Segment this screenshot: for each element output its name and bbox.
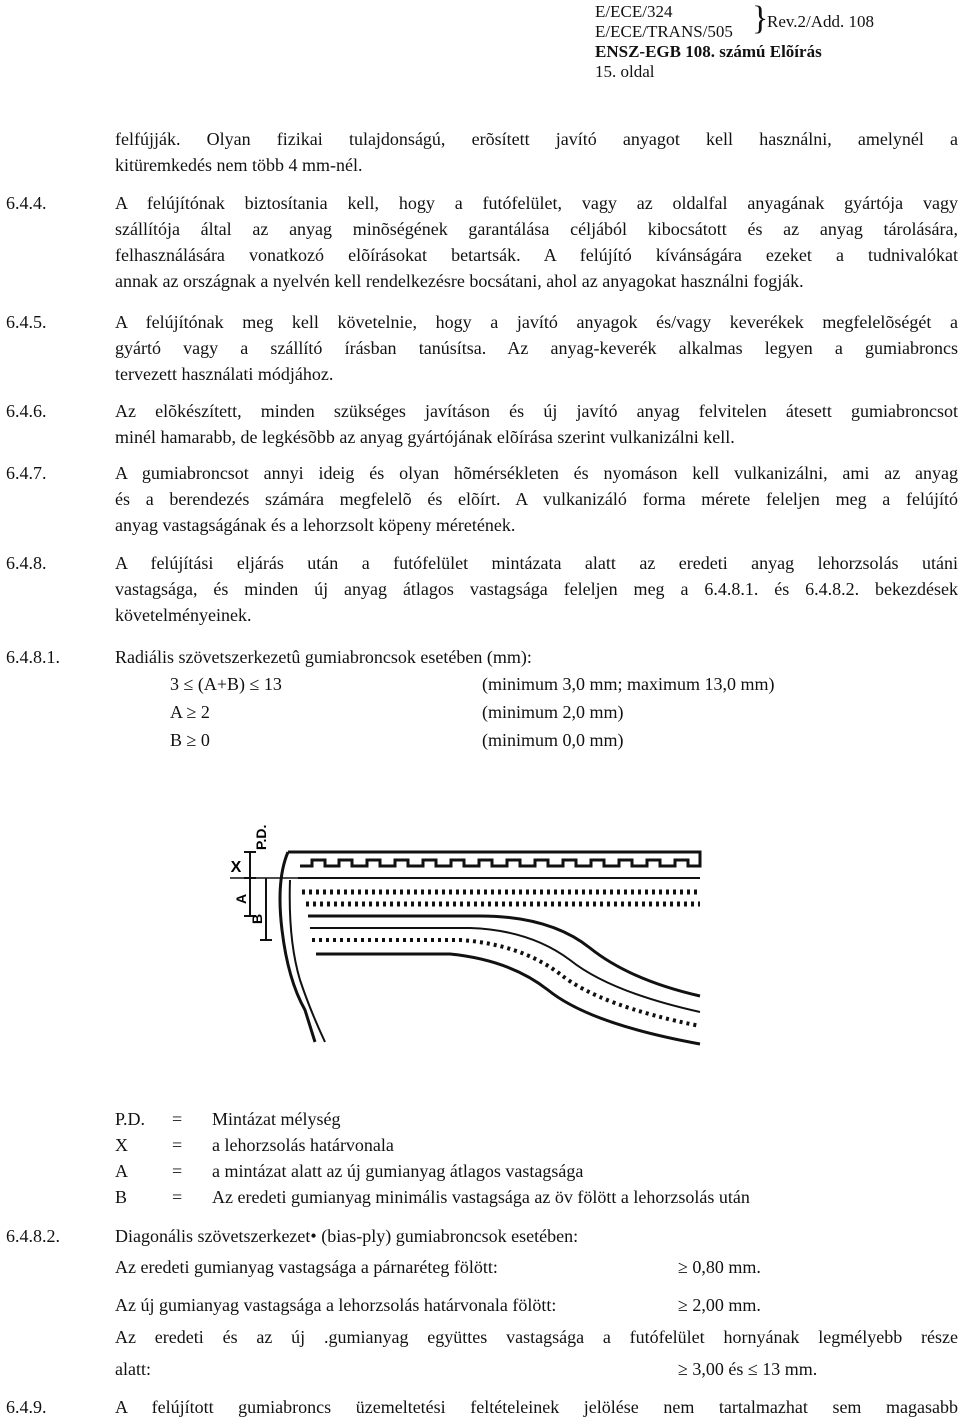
doc-reference-2: E/ECE/TRANS/505 [595, 22, 733, 41]
inner-liner [316, 954, 700, 1044]
legend-key: B [115, 1187, 128, 1207]
paragraph-6-4-9 [115, 1394, 958, 1420]
formula-b-note: (minimum 0,0 mm) [482, 730, 624, 750]
requirement-label: Az új gumianyag vastagsága a lehorzsolás határvonala fölött: [115, 1295, 557, 1315]
paragraph-6-4-5 [115, 309, 958, 387]
text-line: A felújítási eljárás után a futófelület mintázata alatt az eredeti anyag lehorzsolás utáni [115, 553, 958, 573]
formula-a: A ≥ 2 [170, 702, 210, 722]
formula-a-note: (minimum 2,0 mm) [482, 702, 624, 722]
paragraph-6-4-8 [115, 550, 958, 628]
formula-sum-note: (minimum 3,0 mm; maximum 13,0 mm) [482, 674, 775, 694]
requirement-label: Az eredeti gumianyag vastagsága a párnaréteg fölött: [115, 1257, 498, 1277]
text-line: felfújják. Olyan fizikai tulajdonságú, erõsített javító anyagot kell használni, amelynél a [115, 129, 958, 149]
text-line: anyag vastagságának és a lehorzsolt köpeny méretének. [115, 515, 516, 536]
tread-surface [288, 852, 700, 866]
requirement-value: ≥ 0,80 mm. [678, 1257, 761, 1277]
text-line: felhasználására vonatkozó elõírásokat betartsák. A felújító kívánságára ezeket a tudnivalókat [115, 245, 958, 266]
section-number: 6.4.4. [6, 193, 47, 213]
legend-key: A [115, 1161, 128, 1181]
text-line: követelményeinek. [115, 605, 252, 626]
revision-label: Rev.2/Add. 108 [767, 12, 875, 31]
section-number: 6.4.8.2. [6, 1226, 60, 1246]
formula-b: B ≥ 0 [170, 730, 210, 750]
label-x: X [230, 859, 242, 876]
header-brace: } [752, 0, 769, 37]
text-line: Radiális szövetszerkezetû gumiabroncsok esetében (mm): [115, 647, 532, 667]
legend-value: a mintázat alatt az új gumianyag átlagos vastagsága [212, 1161, 584, 1181]
label-b: B [249, 913, 265, 924]
label-a: A [233, 893, 249, 904]
document-header [595, 0, 875, 82]
intro-paragraph [115, 126, 958, 178]
text-line: Az eredeti és az új .gumianyag együttes vastagsága a futófelület hornyának legmélyebb része [115, 1327, 958, 1347]
doc-reference-1: E/ECE/324 [595, 2, 673, 21]
tyre-cross-section-figure [230, 820, 730, 1100]
paragraph-6-4-8-2-title: Diagonális szövetszerkezet• (bias-ply) gumiabroncsok esetében: [115, 1226, 579, 1246]
legend-equals: = [172, 1161, 183, 1181]
paragraph-6-4-7 [115, 460, 958, 538]
text-line: A felújítónak meg kell követelnie, hogy a javító anyagok és/vagy keverékek megfelelõségét a [115, 312, 958, 332]
text-line: és a berendezés számára megfelelõ és elõírt. A vulkanizáló forma mérete feleljen meg a felújító [115, 489, 958, 510]
section-number: 6.4.7. [6, 463, 47, 483]
text-line: minél hamarabb, de legkésõbb az anyag gyártójának elõírása szerint vulkanizálni kell. [115, 427, 735, 448]
legend-equals: = [172, 1135, 183, 1155]
text-line: vastagsága, és minden új anyag átlagos vastagsága feleljen meg a 6.4.8.1. és 6.4.8.2. bekezdések [115, 579, 958, 600]
text-line: kitüremkedés nem több 4 mm-nél. [115, 155, 363, 176]
legend-value: a lehorzsolás határvonala [212, 1135, 394, 1155]
section-number: 6.4.8. [6, 553, 47, 573]
text-line: annak az országnak a nyelvén kell rendelkezésre bocsátani, ahol az anyagokat használni fogják. [115, 271, 804, 292]
requirement-label: alatt: [115, 1359, 151, 1379]
text-line: A gumiabroncsot annyi ideig és olyan hõmérsékleten és nyomáson kell vulkanizálni, ami az anyag [115, 463, 958, 483]
formula-sum: 3 ≤ (A+B) ≤ 13 [170, 674, 282, 694]
text-line: tervezett használati módjához. [115, 364, 334, 385]
page-number: 15. oldal [595, 62, 655, 81]
paragraph-6-4-4 [115, 190, 958, 294]
section-number: 6.4.8.1. [6, 647, 60, 667]
section-number: 6.4.9. [6, 1397, 47, 1417]
requirement-value: ≥ 3,00 és ≤ 13 mm. [678, 1359, 818, 1379]
paragraph-6-4-8-1-title [115, 644, 958, 670]
text-line: Az elõkészített, minden szükséges javításon és új javító anyag felvitelen átesett gumiabroncsot [115, 401, 958, 421]
paragraph-6-4-6 [115, 398, 958, 450]
legend-value: Mintázat mélység [212, 1109, 341, 1129]
legend-key: P.D. [115, 1109, 146, 1129]
legend-value: Az eredeti gumianyag minimális vastagsága az öv fölött a lehorzsolás után [212, 1187, 750, 1207]
text-line: gyártó vagy a szállító írásban tanúsítsa. Az anyag-keverék alkalmas legyen a gumiabroncs [115, 338, 958, 359]
regulation-title: ENSZ-EGB 108. számú Elõírás [595, 42, 822, 61]
legend-key: X [115, 1135, 128, 1155]
text-line: szállítója által az anyag minõségének garantálása céljából kibocsátott és az anyag tárolására, [115, 219, 958, 240]
requirement-value: ≥ 2,00 mm. [678, 1295, 761, 1315]
dimension-b [260, 878, 272, 940]
legend-equals: = [172, 1187, 183, 1207]
section-number: 6.4.5. [6, 312, 47, 332]
legend-equals: = [172, 1109, 183, 1129]
label-pd: P.D. [253, 824, 269, 850]
section-number: 6.4.6. [6, 401, 47, 421]
dimension-pd [244, 852, 256, 878]
text-line: A felújítónak biztosítania kell, hogy a futófelület, vagy az oldalfal anyagának gyártója vagy [115, 193, 958, 213]
requirement-combined [115, 1324, 958, 1350]
sidewall-outer [280, 852, 315, 1042]
text-line: A felújított gumiabroncs üzemeltetési feltételeinek jelölése nem tartalmazhat sem magasabb [115, 1397, 958, 1417]
